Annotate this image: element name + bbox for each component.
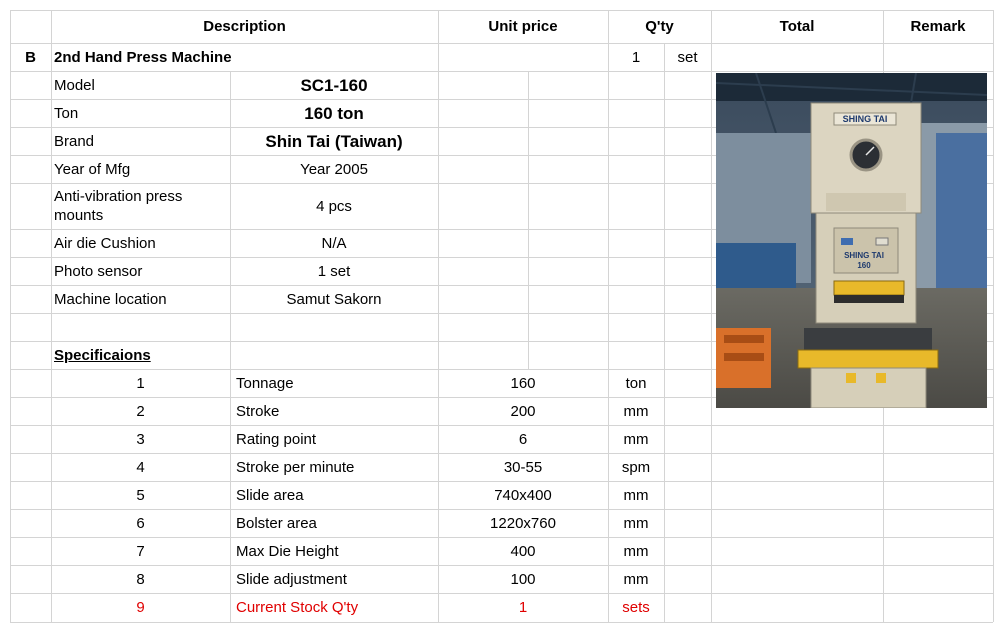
spec-value: 200 [510,402,536,420]
spec-no: 7 [136,542,145,560]
header-total: Total [779,18,815,35]
detail-value-location: Samut Sakorn [286,290,382,308]
spec-no: 5 [136,486,145,504]
spec-name: Current Stock Q'ty [236,599,359,616]
detail-label-brand: Brand [54,132,95,150]
spec-no: 4 [136,458,145,476]
spec-value: 400 [510,542,536,560]
grid-vline [883,408,884,622]
spec-no: 8 [136,570,145,588]
spec-name: Slide adjustment [236,570,347,588]
spec-unit: mm [623,514,649,532]
brand-plate-text: SHING TAI [842,114,888,124]
item-code: B [25,48,36,66]
press-machine-image [716,73,987,408]
header-qty: Q'ty [645,18,674,35]
spec-no: 2 [136,402,145,420]
spec-value: 100 [510,570,536,588]
detail-value-ton: 160 ton [304,103,364,123]
spec-unit: ton [625,374,647,392]
detail-label-cushion: Air die Cushion [54,234,156,252]
grid-hline [10,622,993,623]
spec-unit: mm [623,430,649,448]
spec-section-title: Specificaions [54,346,151,364]
spec-name: Slide area [236,486,304,504]
spec-unit: mm [623,570,649,588]
grid-vline [664,43,665,622]
header-remark: Remark [910,18,966,35]
detail-label-sensor: Photo sensor [54,262,143,280]
spec-name: Stroke per minute [236,458,355,476]
spec-name: Bolster area [236,514,317,532]
spec-value: 30-55 [503,458,543,476]
detail-value-sensor: 1 set [317,262,351,280]
grid-vline [528,71,529,369]
detail-value-mounts: 4 pcs [316,197,352,215]
spec-name: Max Die Height [236,542,339,560]
spec-name: Rating point [236,430,317,448]
spec-unit: spm [621,458,651,476]
spec-no: 9 [136,599,145,616]
item-unit: set [677,48,698,66]
detail-value-model: SC1-160 [300,75,368,95]
detail-label-model: Model [54,76,95,94]
detail-value-cushion: N/A [321,234,347,252]
detail-label-year: Year of Mfg [54,160,131,178]
spec-no: 6 [136,514,145,532]
spec-unit: mm [623,402,649,420]
spec-value: 160 [510,374,536,392]
detail-label-ton: Ton [54,104,79,122]
machine-photo [716,73,987,408]
spec-value: 740x400 [494,486,552,504]
spec-unit: mm [623,486,649,504]
item-name: 2nd Hand Press Machine [54,48,232,66]
item-qty: 1 [631,48,641,66]
detail-value-brand: Shin Tai (Taiwan) [265,131,403,151]
grid-vline [993,10,994,622]
grid-vline [10,10,11,622]
spec-value: 1220x760 [490,514,556,532]
grid-vline [711,10,712,622]
spec-name: Stroke [236,402,280,420]
spec-name: Tonnage [236,374,294,392]
detail-label-mounts: Anti-vibration press mounts [54,188,183,224]
spec-value: 6 [518,430,528,448]
header-unit-price: Unit price [488,18,558,35]
spec-unit: mm [623,542,649,560]
spec-value: 1 [518,599,528,616]
header-description: Description [203,18,286,35]
detail-value-year: Year 2005 [300,160,368,178]
detail-label-location: Machine location [54,290,167,308]
spec-no: 1 [136,374,145,392]
model-plate-line2: 160 [857,261,871,270]
spec-unit: sets [622,599,650,616]
model-plate-line1: SHING TAI [844,251,884,260]
spec-no: 3 [136,430,145,448]
